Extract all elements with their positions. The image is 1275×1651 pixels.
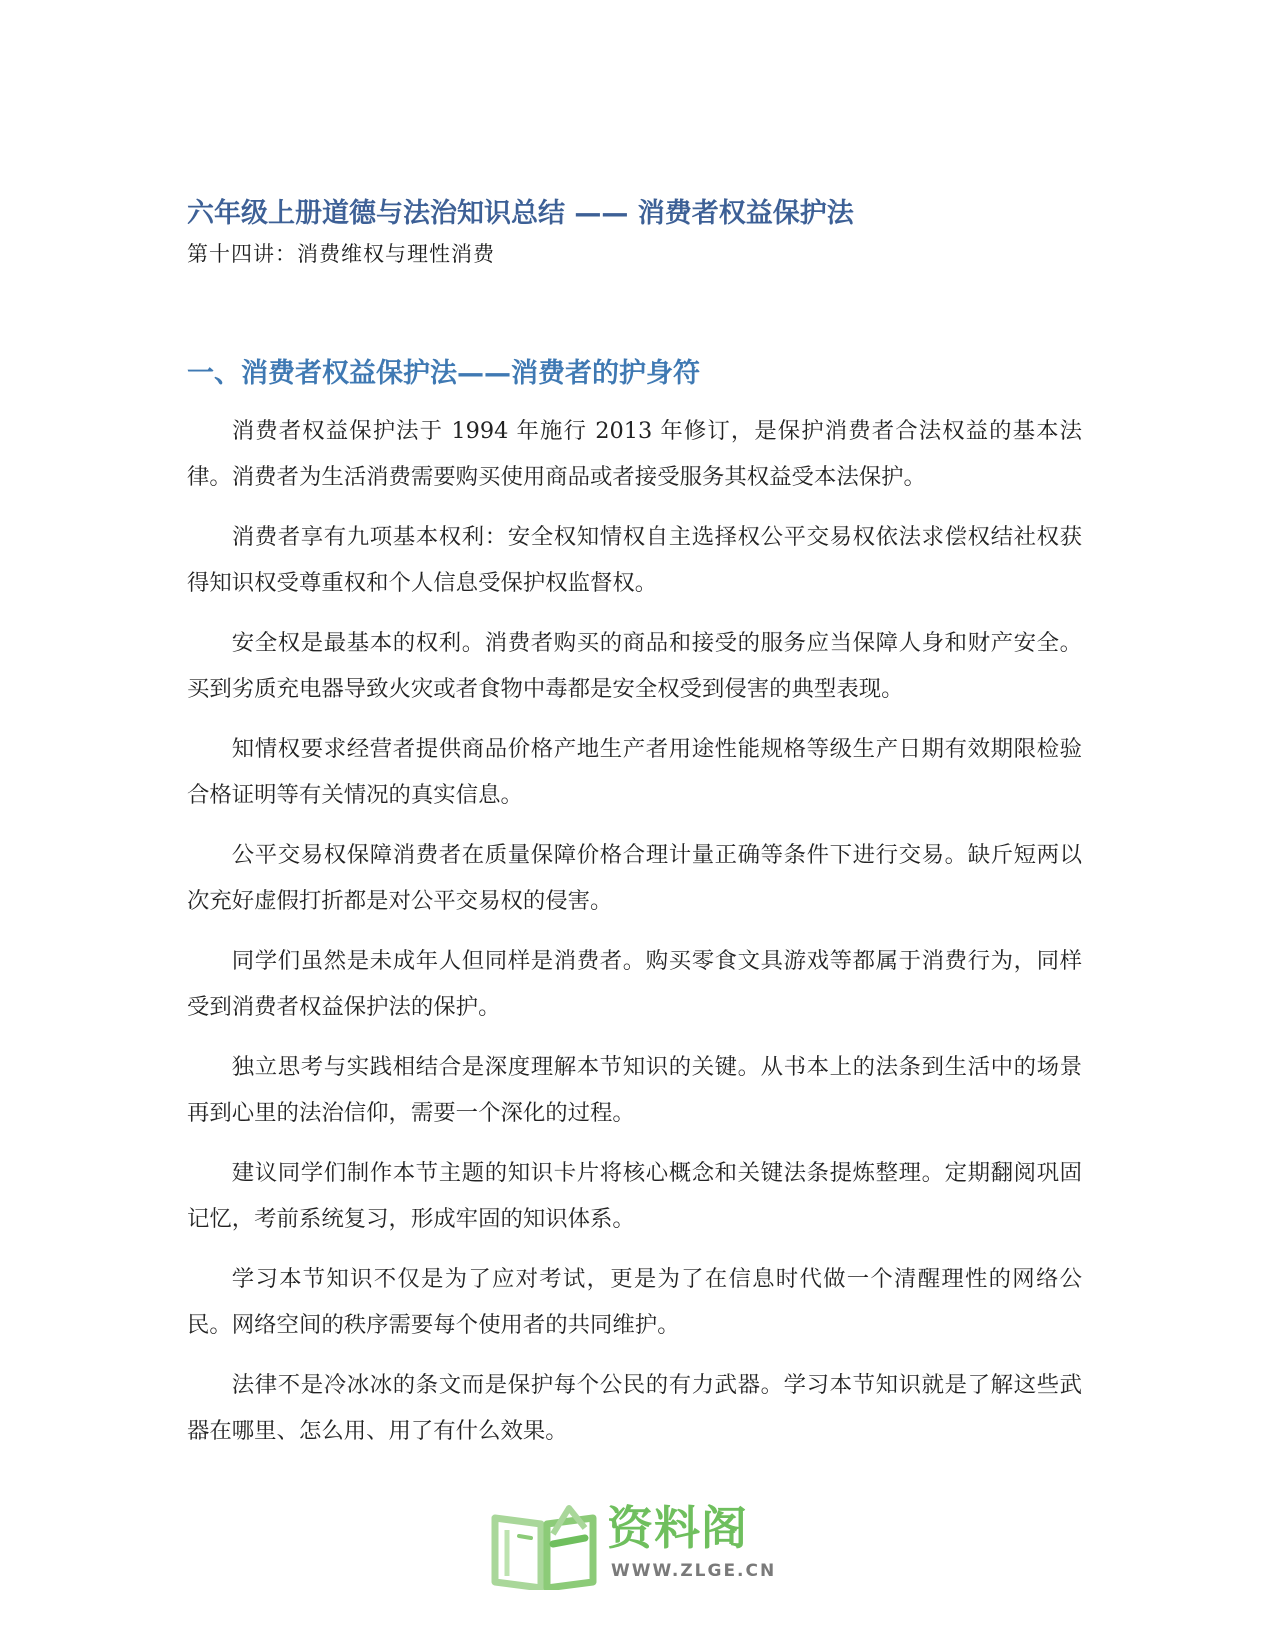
document-title: 六年级上册道德与法治知识总结 —— 消费者权益保护法: [187, 198, 854, 229]
paragraph: 建议同学们制作本节主题的知识卡片将核心概念和关键法条提炼整理。定期翻阅巩固记忆，考前系统复习，形成牢固的知识体系。: [187, 1160, 1082, 1232]
paragraph: 安全权是最基本的权利。消费者购买的商品和接受的服务应当保障人身和财产安全。买到劣质充电器导致火灾或者食物中毒都是安全权受到侵害的典型表现。: [187, 630, 1082, 702]
paragraph: 学习本节知识不仅是为了应对考试，更是为了在信息时代做一个清醒理性的网络公民。网络空间的秩序需要每个使用者的共同维护。: [187, 1266, 1082, 1338]
watermark-logo: [489, 1498, 789, 1594]
paragraph: 法律不是冷冰冰的条文而是保护每个公民的有力武器。学习本节知识就是了解这些武器在哪里、怎么用、用了有什么效果。: [187, 1372, 1082, 1444]
document-body: [187, 408, 1082, 1468]
paragraph: 独立思考与实践相结合是深度理解本节知识的关键。从书本上的法条到生活中的场景再到心里的法治信仰，需要一个深化的过程。: [187, 1054, 1082, 1126]
paragraph: 知情权要求经营者提供商品价格产地生产者用途性能规格等级生产日期有效期限检验合格证明等有关情况的真实信息。: [187, 736, 1082, 808]
open-book-icon: [489, 1504, 601, 1590]
document-subtitle: 第十四讲：消费维权与理性消费: [187, 242, 495, 266]
watermark-url: WWW.ZLGE.CN: [611, 1561, 777, 1581]
paragraph: 同学们虽然是未成年人但同样是消费者。购买零食文具游戏等都属于消费行为，同样受到消费者权益保护法的保护。: [187, 948, 1082, 1020]
watermark-name: 资料阁: [607, 1501, 748, 1555]
paragraph: 公平交易权保障消费者在质量保障价格合理计量正确等条件下进行交易。缺斤短两以次充好虚假打折都是对公平交易权的侵害。: [187, 842, 1082, 914]
paragraph: 消费者权益保护法于 1994 年施行 2013 年修订，是保护消费者合法权益的基本法律。消费者为生活消费需要购买使用商品或者接受服务其权益受本法保护。: [187, 418, 1082, 490]
section-heading: 一、消费者权益保护法——消费者的护身符: [187, 358, 700, 389]
paragraph: 消费者享有九项基本权利：安全权知情权自主选择权公平交易权依法求偿权结社权获得知识权受尊重权和个人信息受保护权监督权。: [187, 524, 1082, 596]
